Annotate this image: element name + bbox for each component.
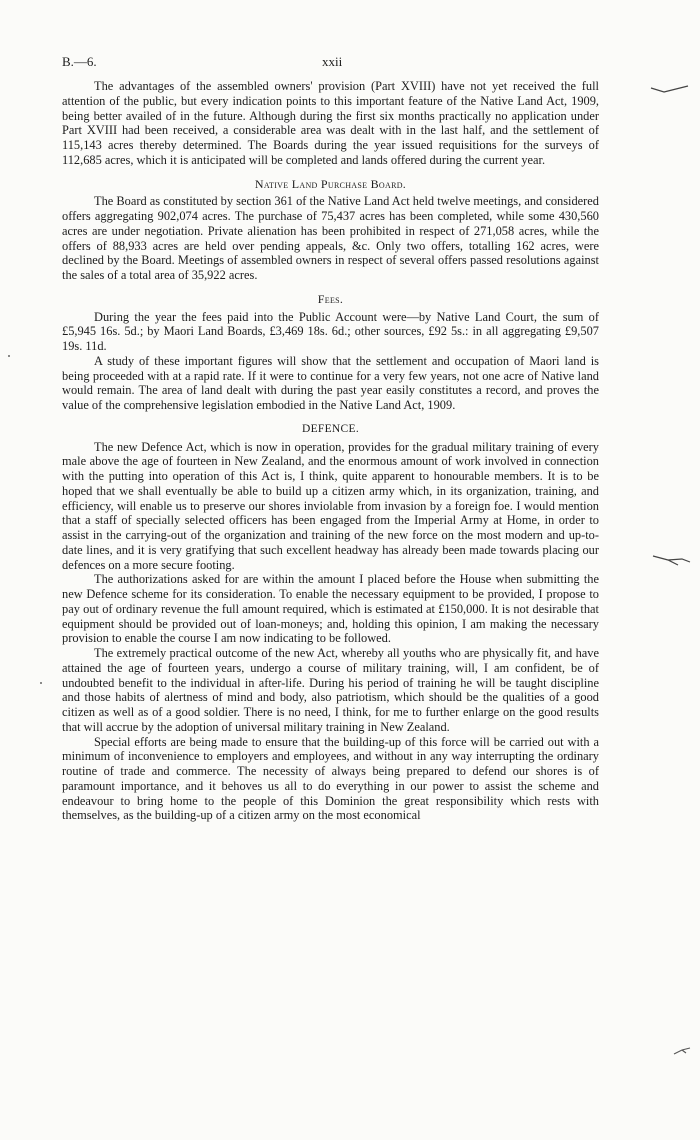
running-head [62,54,600,70]
pencil-tick-icon [650,84,690,98]
pencil-tick-icon [652,553,692,569]
fees-paragraph: During the year the fees paid into the Public Account were—by Native Land Court, the sum of £5,945 16s. 5d.; by Maori Land Boards, £3,469 18s. 6d.; other sources, £92 5s.: in all aggregating £9,507 19s. 11d. [62,309,599,353]
defence-paragraph: The new Defence Act, which is now in operation, provides for the gradual military training of every male above the age of fourteen in New Zealand, and the enormous amount of work involved in connection with the putting into operation of this Act is, I think, quite apparent to honourable members. It is to be hoped that we shall eventually be able to build up a citizen army which, in its organization, training, and efficiency, will enable us to preserve our shores inviolable from invasion by a foreign foe. I would mention that a staff of specially selected officers has been engaged from the Imperial Army at Home, in order to assist in the carrying-out of the organization and training of the new force on the most modern and up-to-date lines, and it is very gratifying that such excellent headway has already been made towards placing our defences on a more secure footing. [62,439,599,572]
board-paragraph: The Board as constituted by section 361 of the Native Land Act held twelve meetings, and considered offers aggregating 902,074 acres. The purchase of 75,437 acres has been completed, while some 430,560 acres are under negotiation. Private alienation has been prohibited in respect of 271,058 acres, while the offers of 88,933 acres are held over pending appeals, &c. Only two offers, totalling 162 acres, were declined by the Board. Meetings of assembled owners in respect of several offers passed resolutions against the sales of a total area of 35,922 acres. [62,194,599,282]
defence-paragraph: Special efforts are being made to ensure that the building-up of this force will be carried out with a minimum of inconvenience to employers and employees, and without in any way interrupting the ordinary routine of trade and commerce. The necessity of always being prepared to defend our shores is of paramount importance, and it behoves us all to do everything in our power to assist the scheme and endeavour to bring home to the people of this Dominion the great responsibility which rests with themselves, as the building-up of a citizen army on the most economical [62,734,599,823]
section-heading-native-land-purchase-board: Native Land Purchase Board. [254,176,407,191]
section-heading-fees: Fees. [317,291,344,306]
scan-speck [8,355,10,357]
body-text [62,79,599,823]
defence-paragraph: The authorizations asked for are within the amount I placed before the House when submitting the new Defence scheme for its consideration. To enable the necessary equipment to be provided, I propose to pay out of ordinary revenue the full amount required, which is estimated at £150,000. It is not desirable that equipment should be provided out of loan-moneys; and, holding this opinion, I am making the necessary provision to enable the course I am now indicating to be followed. [62,572,599,646]
document-code: B.—6. [62,54,97,69]
fees-paragraph: A study of these important figures will show that the settlement and occupation of Maori land is being proceeded with at a rapid rate. If it were to continue for a very few years, not one acre of Native land would remain. The area of land dealt with during the past year easily constitutes a record, and proves the value of the comprehensive legislation embodied in the Native Land Act, 1909. [62,353,599,412]
page-number: xxii [322,54,343,69]
scan-speck [40,682,42,684]
defence-paragraph: The extremely practical outcome of the new Act, whereby all youths who are physically fit, and have attained the age of fourteen years, undergo a course of military training, will, I am confident, be of undoubted benefit to the individual in after-life. During his period of training he will be taught discipline and those habits of alertness of mind and body, also patriotism, which should be the qualities of a good citizen as well as of a good soldier. There is no need, I think, for me to further enlarge on the good results that will accrue by the adoption of universal military training in New Zealand. [62,646,599,734]
assembled-owners-paragraph: The advantages of the assembled owners' provision (Part XVIII) have not yet received the full attention of the public, but every indication points to this important feature of the Native Land Act, 1909, being better availed of in the future. Although during the first six months practically no application under Part XVIII had been received, a considerable area was dealt with in the last half, and the settlement of 115,143 acres thereby determined. The Boards during the year issued requisitions for the surveys of 112,685 acres, which it is anticipated will be completed and lands offered during the current year. [62,79,599,167]
pencil-tick-icon [672,1046,692,1058]
section-heading-defence: DEFENCE. [301,422,360,435]
